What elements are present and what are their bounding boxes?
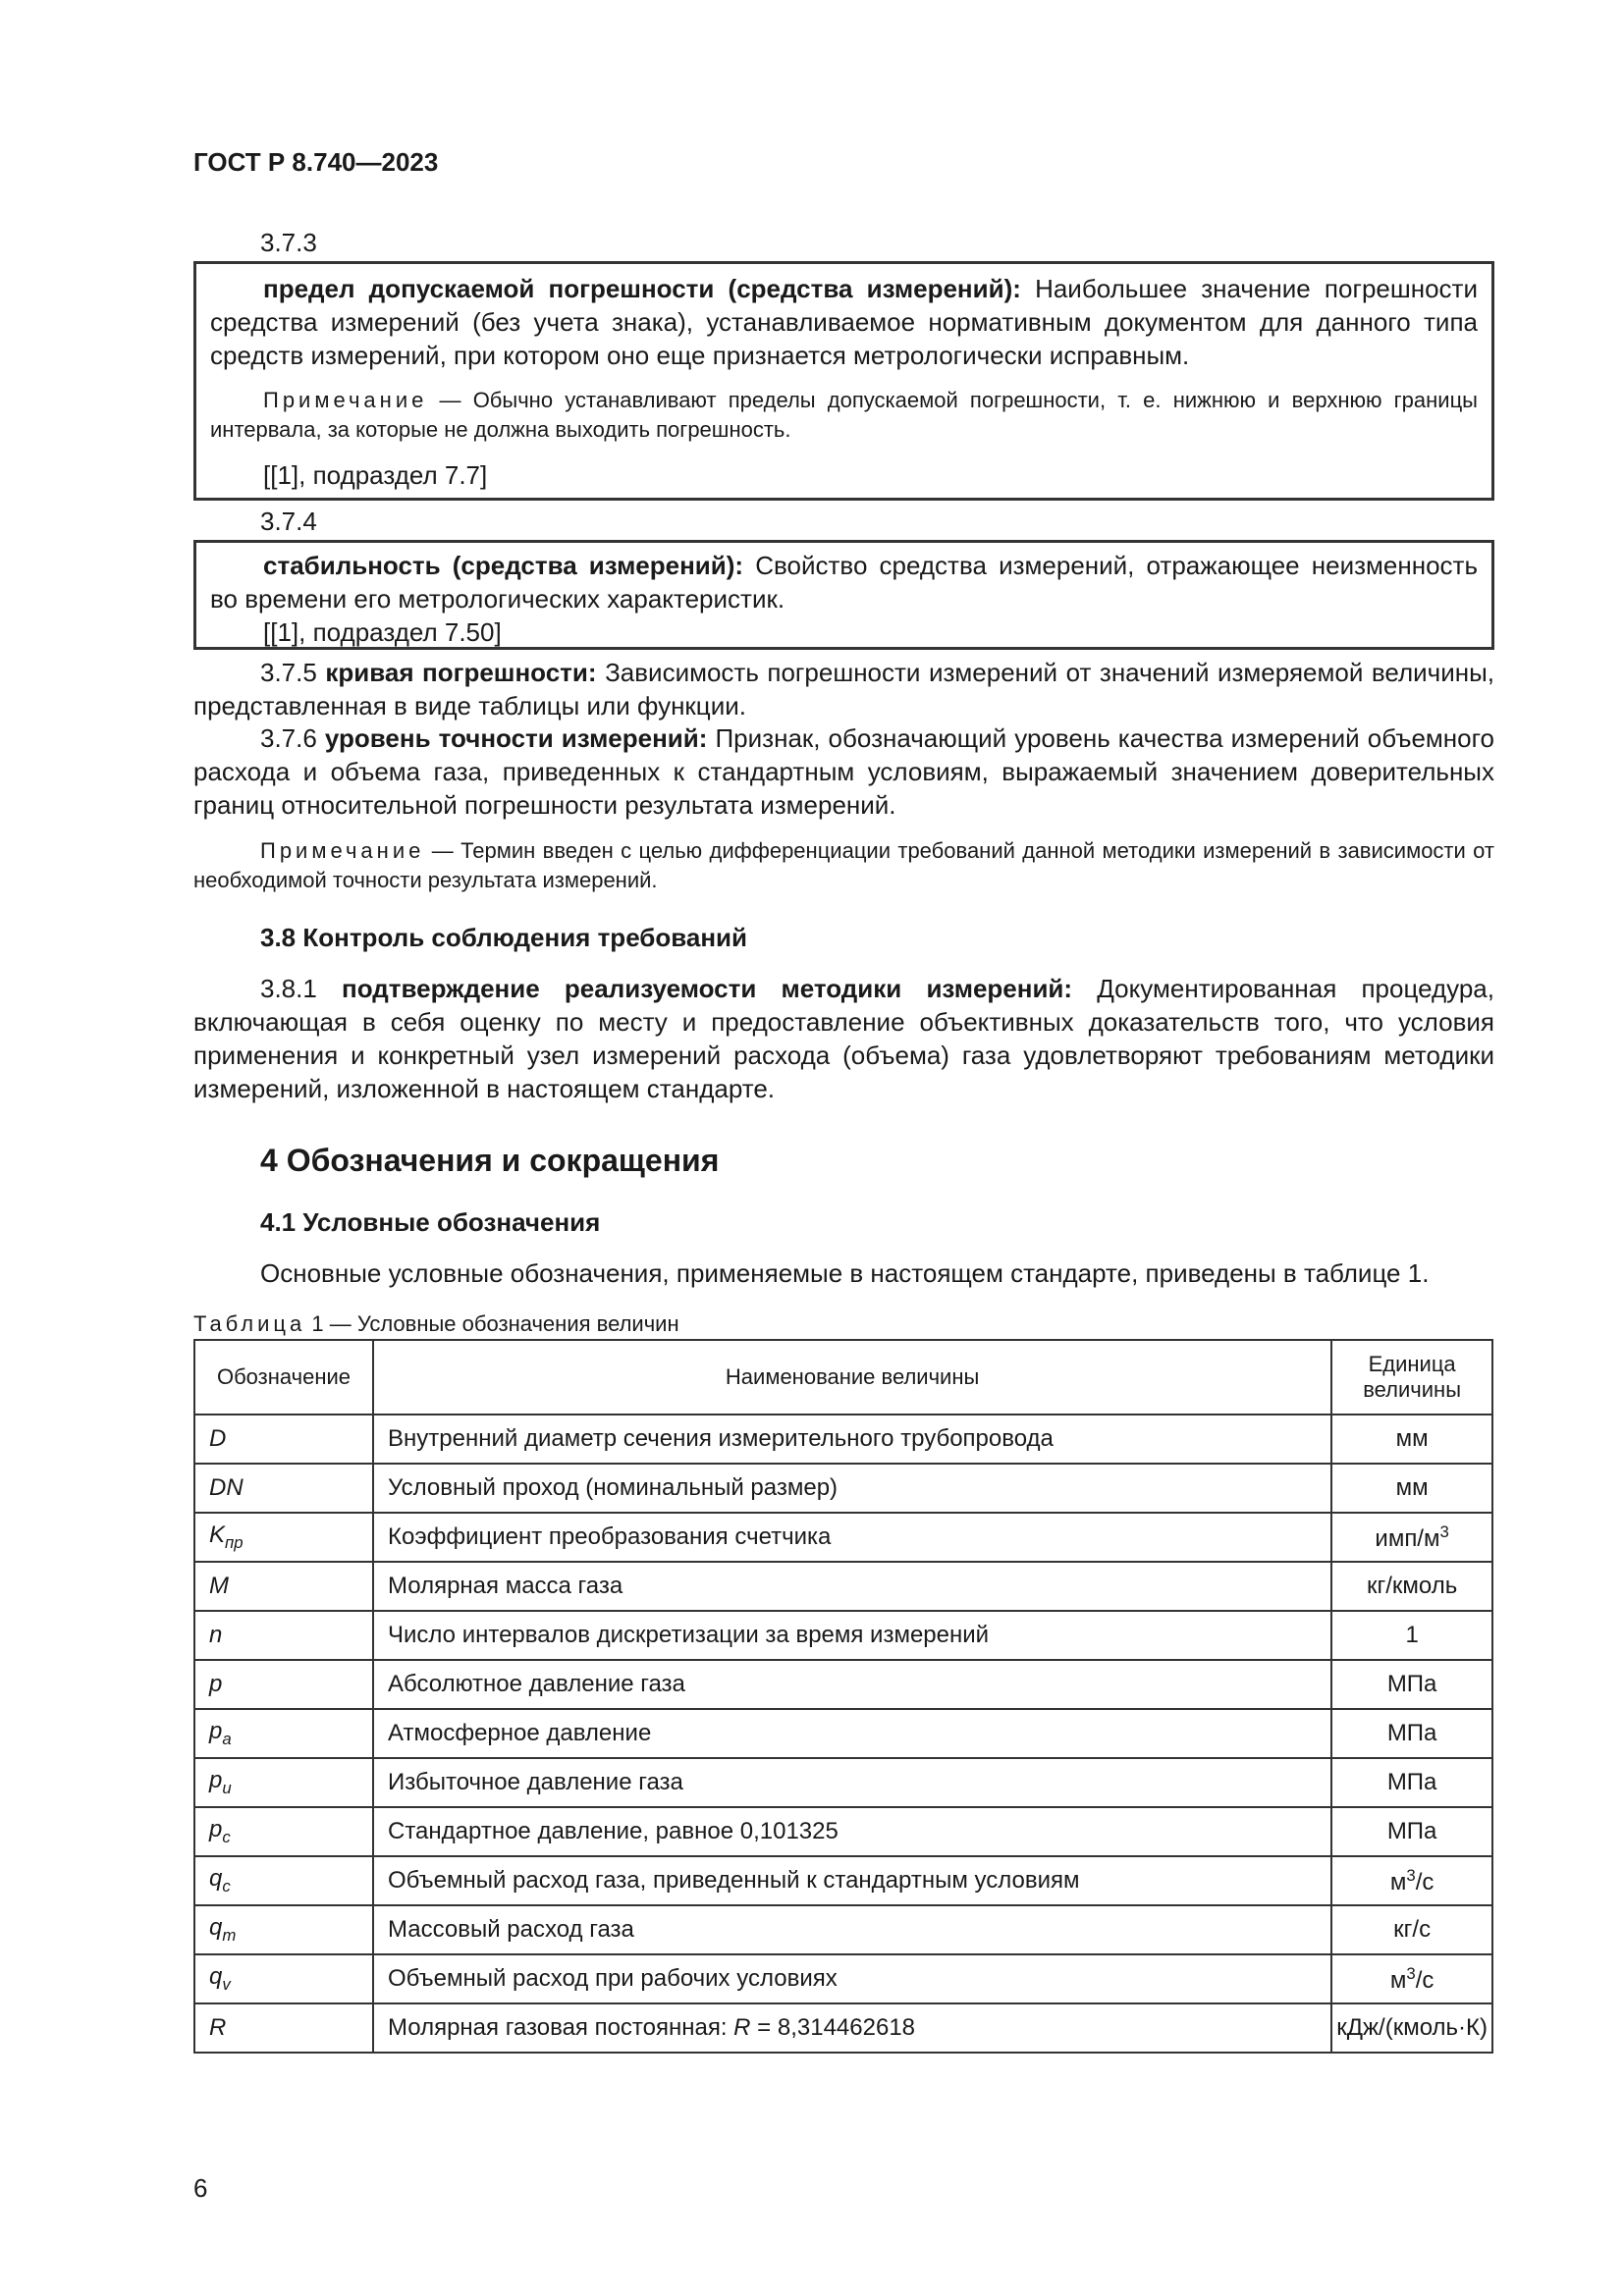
table-row	[194, 1807, 1492, 1856]
symbol-cell	[194, 1660, 373, 1709]
term-note-3-7-6	[193, 836, 1494, 895]
symbol: p	[209, 1671, 223, 1697]
document-header: ГОСТ Р 8.740—2023	[193, 147, 439, 177]
symbol-subscript: v	[222, 1974, 231, 1994]
symbol-cell	[194, 1611, 373, 1660]
term-text: Зависимость погрешности измерений от значений измеряемой величины, представленная в виде таблицы или функции.	[193, 658, 1495, 721]
unit-cell	[1331, 1807, 1492, 1856]
section-4-1-intro: Основные условные обозначения, применяемые в настоящем стандарте, приведены в таблице 1.	[260, 1258, 1430, 1288]
term-name: кривая погрешности:	[325, 658, 597, 687]
symbol: q	[209, 1865, 223, 1893]
term-number: 3.8.1	[260, 974, 343, 1003]
table-row	[194, 1415, 1492, 1464]
symbol: p	[209, 1816, 223, 1843]
term-name: предел допускаемой погрешности (средства измерений):	[263, 274, 1021, 303]
symbol-cell	[194, 1464, 373, 1513]
term-note	[210, 386, 1478, 445]
symbol-cell	[194, 1905, 373, 1954]
symbol-cell: R	[194, 2003, 373, 2053]
symbol-cell	[194, 1415, 373, 1464]
section-heading-3-8: 3.8 Контроль соблюдения требований	[260, 923, 748, 952]
symbol: K	[209, 1522, 226, 1549]
table-row	[194, 1954, 1492, 2003]
header-unit: Единица величины	[1331, 1340, 1492, 1415]
name-cell: Объемный расход газа, приведенный к стандартным условиям	[373, 1856, 1331, 1905]
unit-cell	[1331, 1611, 1492, 1660]
unit-tail: /с	[1415, 1868, 1435, 1896]
symbol-cell	[194, 1807, 373, 1856]
unit: м	[1389, 1966, 1407, 1994]
note-text: — Термин введен с целью дифференциации требований данной методики измерений в зависимости от необходимой точности результата измерений.	[193, 838, 1494, 892]
unit: имп/м	[1375, 1524, 1440, 1552]
term-name: подтверждение реализуемости методики измерений:	[342, 974, 1073, 1003]
name-cell: Избыточное давление газа	[373, 1758, 1331, 1807]
caption-text: 1 — Условные обозначения величин	[305, 1311, 679, 1336]
symbol: q	[209, 1914, 223, 1942]
symbol-subscript: a	[222, 1729, 232, 1748]
name-cell: Объемный расход при рабочих условиях	[373, 1954, 1331, 2003]
name-suffix: = 8,314462618	[750, 2014, 916, 2041]
header-symbol: Обозначение	[194, 1340, 373, 1415]
term-3-7-5	[193, 656, 1494, 722]
name-cell: Число интервалов дискретизации за время измерений	[373, 1611, 1331, 1660]
caption-label: Таблица	[193, 1311, 306, 1336]
unit-superscript: 3	[1439, 1522, 1449, 1541]
table-caption	[193, 1309, 1494, 1339]
name-cell: Массовый расход газа	[373, 1905, 1331, 1954]
symbol-cell	[194, 1954, 373, 2003]
table-row	[194, 1856, 1492, 1905]
name-cell: Условный проход (номинальный размер)	[373, 1464, 1331, 1513]
term-number-3-7-3: 3.7.3	[260, 228, 317, 257]
unit: мм	[1395, 1474, 1429, 1501]
name-cell: Стандартное давление, равное 0,101325	[373, 1807, 1331, 1856]
table-row	[194, 1709, 1492, 1758]
note-text: — Обычно устанавливают пределы допускаемой погрешности, т. е. нижнюю и верхнюю границы интервала, за которые не должна выходить погрешность.	[210, 388, 1478, 442]
unit-cell	[1331, 1464, 1492, 1513]
unit: МПа	[1386, 1720, 1437, 1746]
term-3-8-1	[193, 972, 1494, 1105]
symbol-cell	[194, 1709, 373, 1758]
unit-cell: кДж/(кмоль·К)	[1331, 2003, 1492, 2053]
table-row	[194, 1562, 1492, 1611]
term-definition	[210, 272, 1478, 372]
unit-cell	[1331, 1758, 1492, 1807]
table-row	[194, 1660, 1492, 1709]
symbol: p	[209, 1718, 223, 1745]
unit-cell	[1331, 1562, 1492, 1611]
unit: МПа	[1386, 1818, 1437, 1844]
table-row	[194, 2003, 1492, 2053]
symbol: p	[209, 1767, 223, 1794]
unit-cell	[1331, 1905, 1492, 1954]
unit: мм	[1395, 1425, 1429, 1452]
unit: кг/кмоль	[1366, 1573, 1458, 1599]
name-variable: R	[733, 2014, 751, 2041]
term-text: Свойство средства измерений, отражающее неизменность во времени его метрологических характеристик.	[210, 551, 1478, 614]
name-cell: Внутренний диаметр сечения измерительного трубопровода	[373, 1415, 1331, 1464]
term-name: уровень точности измерений:	[324, 723, 708, 753]
term-reference: [[1], подраздел 7.7]	[263, 460, 488, 490]
term-text: Наибольшее значение погрешности средства измерений (без учета знака), устанавливаемое нормативным документом для данного типа средств измерений, при котором оно еще признается метрологически исправным.	[210, 274, 1478, 370]
term-number: 3.7.6	[260, 723, 325, 753]
symbol: M	[209, 1573, 229, 1599]
symbols-table	[193, 1339, 1493, 2054]
symbol-cell	[194, 1856, 373, 1905]
table-header-row	[194, 1340, 1492, 1415]
symbol-subscript: c	[222, 1827, 231, 1846]
symbol: D	[209, 1425, 227, 1452]
table-row	[194, 1758, 1492, 1807]
symbol: n	[209, 1622, 223, 1648]
symbol: q	[209, 1963, 223, 1991]
unit-cell	[1331, 1513, 1492, 1562]
symbol-subscript: и	[222, 1778, 232, 1797]
name-prefix: Молярная газовая постоянная:	[388, 2014, 734, 2041]
unit-cell	[1331, 1856, 1492, 1905]
name-cell: Атмосферное давление	[373, 1709, 1331, 1758]
note-label: Примечание	[260, 838, 425, 863]
unit-cell	[1331, 1954, 1492, 2003]
unit-tail: /с	[1415, 1966, 1435, 1994]
term-text: Документированная процедура, включающая в себя оценку по месту и предоставление объективных доказательств того, что условия применения и конкретный узел измерений расхода (объема) газа удовлетворяют требованиям методики измерений, изложенной в настоящем стандарте.	[193, 974, 1494, 1103]
section-heading-4: 4 Обозначения и сокращения	[260, 1143, 720, 1178]
term-text: Признак, обозначающий уровень качества измерений объемного расхода и объема газа, приведенных к стандартным условиям, выражаемый значением доверительных границ относительной погрешности результата измерений.	[193, 723, 1494, 820]
section-heading-4-1: 4.1 Условные обозначения	[260, 1207, 601, 1237]
symbol-subscript: c	[222, 1876, 231, 1896]
unit: кг/с	[1393, 1916, 1432, 1943]
unit-superscript: 3	[1406, 1865, 1416, 1885]
page-number: 6	[193, 2173, 208, 2203]
unit: МПа	[1386, 1769, 1437, 1795]
term-number-3-7-4: 3.7.4	[260, 507, 317, 536]
term-name: стабильность (средства измерений):	[263, 551, 744, 580]
symbol-cell	[194, 1562, 373, 1611]
table-row	[194, 1905, 1492, 1954]
symbol-cell	[194, 1513, 373, 1562]
table-row	[194, 1464, 1492, 1513]
term-number: 3.7.5	[260, 658, 326, 687]
term-reference: [[1], подраздел 7.50]	[263, 617, 502, 647]
name-cell: Коэффициент преобразования счетчика	[373, 1513, 1331, 1562]
unit: м	[1389, 1868, 1407, 1896]
table-row	[194, 1611, 1492, 1660]
symbol-cell	[194, 1758, 373, 1807]
unit: МПа	[1386, 1671, 1437, 1697]
symbol: DN	[209, 1474, 244, 1501]
table-row	[194, 1513, 1492, 1562]
unit-cell	[1331, 1660, 1492, 1709]
term-box-3-7-4	[193, 540, 1494, 650]
term-definition	[210, 549, 1478, 615]
symbol-subscript: m	[222, 1925, 237, 1945]
note-label: Примечание	[263, 388, 428, 412]
term-3-7-6	[193, 721, 1494, 822]
name-cell: Молярная масса газа	[373, 1562, 1331, 1611]
unit-superscript: 3	[1406, 1963, 1416, 1983]
name-cell: Абсолютное давление газа	[373, 1660, 1331, 1709]
symbol-subscript: пр	[225, 1532, 244, 1552]
header-name: Наименование величины	[373, 1340, 1331, 1415]
unit-cell	[1331, 1709, 1492, 1758]
term-box-3-7-3	[193, 261, 1494, 501]
unit-cell	[1331, 1415, 1492, 1464]
name-cell	[373, 2003, 1331, 2053]
unit: 1	[1405, 1622, 1419, 1648]
